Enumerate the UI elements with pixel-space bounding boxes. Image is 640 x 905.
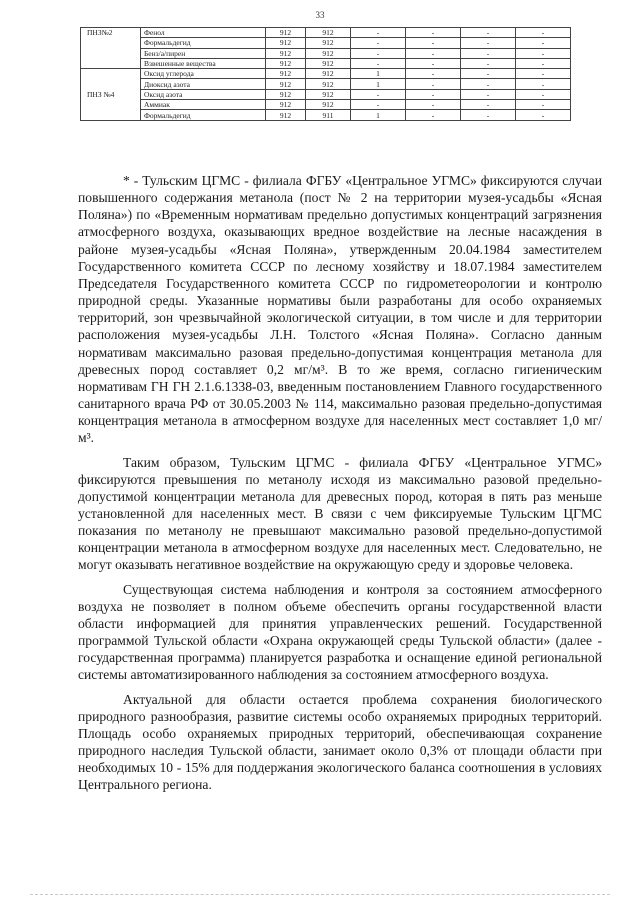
count-cell: -: [351, 28, 406, 38]
count-cell: -: [516, 48, 571, 58]
count-cell: -: [516, 38, 571, 48]
count-cell: -: [351, 89, 406, 99]
count-cell: -: [461, 58, 516, 68]
substance-cell: Формальдегид: [141, 38, 266, 48]
table-row: [81, 100, 571, 110]
count-cell: 1: [351, 69, 406, 79]
table-row: [81, 69, 571, 79]
table-row: [81, 58, 571, 68]
value-cell: 912: [266, 89, 306, 99]
table-row: [81, 38, 571, 48]
count-cell: -: [406, 100, 461, 110]
table-row: [81, 48, 571, 58]
substance-cell: Оксид азота: [141, 89, 266, 99]
table-row: [81, 89, 571, 99]
value-cell: 912: [266, 38, 306, 48]
document-body: [78, 172, 602, 800]
value-cell: 912: [266, 58, 306, 68]
count-cell: -: [406, 89, 461, 99]
value-cell: 912: [306, 58, 351, 68]
count-cell: -: [351, 48, 406, 58]
count-cell: -: [461, 38, 516, 48]
count-cell: -: [461, 48, 516, 58]
count-cell: -: [406, 48, 461, 58]
substance-cell: Аммиак: [141, 100, 266, 110]
value-cell: 912: [306, 89, 351, 99]
count-cell: -: [351, 38, 406, 48]
count-cell: -: [516, 89, 571, 99]
count-cell: -: [516, 28, 571, 38]
count-cell: -: [461, 69, 516, 79]
value-cell: 912: [306, 38, 351, 48]
count-cell: -: [406, 38, 461, 48]
count-cell: -: [461, 89, 516, 99]
value-cell: 912: [306, 48, 351, 58]
count-cell: 1: [351, 79, 406, 89]
substance-cell: Бенз/а/пирен: [141, 48, 266, 58]
substance-cell: Фенол: [141, 28, 266, 38]
monitoring-table: [80, 27, 571, 121]
station-label-pnz4: ПНЗ №4: [81, 69, 141, 120]
table-row: [81, 110, 571, 120]
value-cell: 912: [266, 28, 306, 38]
value-cell: 912: [266, 110, 306, 120]
value-cell: 912: [266, 69, 306, 79]
table-row: [81, 28, 571, 38]
count-cell: -: [516, 79, 571, 89]
page-number: 33: [315, 10, 325, 20]
count-cell: -: [406, 110, 461, 120]
count-cell: -: [461, 79, 516, 89]
count-cell: -: [516, 110, 571, 120]
substance-cell: Взвешенные вещества: [141, 58, 266, 68]
substance-cell: Формальдегид: [141, 110, 266, 120]
count-cell: -: [516, 69, 571, 79]
count-cell: -: [406, 28, 461, 38]
value-cell: 912: [306, 79, 351, 89]
table-row: [81, 79, 571, 89]
station-label-pnz2: ПНЗ№2: [81, 28, 141, 69]
count-cell: -: [461, 28, 516, 38]
substance-cell: Оксид углерода: [141, 69, 266, 79]
count-cell: -: [406, 69, 461, 79]
paragraph-methanol-norms: * - Тульским ЦГМС - филиала ФГБУ «Центральное УГМС» фиксируются случаи повышенного содержания метанола (пост № 2 на территории музея-усадьбы «Ясная Поляна») по «Временным нормативам предельно допустимых концентраций загрязнения атмосферного воздуха, оказывающих вредное воздействие на лесные насаждения в районе музея-усадьбы «Ясная Поляна», утвержденным 20.04.1984 заместителем Государственного комитета СССР по лесному хозяйству и 18.07.1984 заместителем Председателя Государственного комитета СССР по гидрометеорологии и контролю природной среды. Указанные нормативы были разработаны для особо охраняемых территорий, зон чрезвычайной экологической ситуации, в том числе и для территории расположения музея-усадьбы Л.Н. Толстого «Ясная Поляна». Согласно данным нормативам максимально разовая предельно-допустимая концентрация метанола для древесных пород составляет 0,2 мг/м³. В то же время, согласно гигиеническим нормативам ГН ГН 2.1.6.1338-03, введенным постановлением Главного государственного санитарного врача РФ от 30.05.2003 № 114, максимально разовая предельно-допустимая концентрация метанола в атмосферном воздухе для населенных мест составляет 1,0 мг/м³.: [78, 173, 602, 446]
value-cell: 912: [266, 48, 306, 58]
value-cell: 912: [306, 100, 351, 110]
value-cell: 912: [266, 100, 306, 110]
substance-cell: Диоксид азота: [141, 79, 266, 89]
value-cell: 912: [306, 28, 351, 38]
count-cell: -: [516, 100, 571, 110]
count-cell: 1: [351, 110, 406, 120]
value-cell: 911: [306, 110, 351, 120]
count-cell: -: [461, 110, 516, 120]
count-cell: -: [406, 58, 461, 68]
footer-scan-artifact: [30, 894, 610, 895]
paragraph-biodiversity: Актуальной для области остается проблема сохранения биологического природного разнообразия, развитие системы особо охраняемых природных территорий. Площадь особо охраняемых природных территорий, обеспечивающая сохранение природного наследия Тульской области, занимает около 0,3% от площади области при необходимых 10 - 15% для поддержания экологического баланса соотношения в условиях Центрального региона.: [78, 691, 602, 793]
count-cell: -: [461, 100, 516, 110]
count-cell: -: [351, 58, 406, 68]
paragraph-monitoring-system: Существующая система наблюдения и контроля за состоянием атмосферного воздуха не позволяет в полном объеме обеспечить органы государственной власти области информацией для принятия управленческих решений. Государственной программой Тульской области «Охрана окружающей среды Тульской области» (далее - государственная программа) планируется разработка и оснащение единой региональной системы автоматизированного наблюдения за состоянием атмосферного воздуха.: [78, 581, 602, 683]
value-cell: 912: [266, 79, 306, 89]
count-cell: -: [516, 58, 571, 68]
count-cell: -: [351, 100, 406, 110]
value-cell: 912: [306, 69, 351, 79]
count-cell: -: [406, 79, 461, 89]
paragraph-conclusion: Таким образом, Тульским ЦГМС - филиала ФГБУ «Центральное УГМС» фиксируются превышения по метанолу исходя из максимально разовой предельно-допустимой концентрации метанола для древесных пород, которая в пять раз меньше установленной для населенных мест. В связи с чем фиксируемые Тульским ЦГМС показания по метанолу не превышают максимально разовой предельно-допустимой концентрации метанола в атмосферном воздухе для населенных мест. Следовательно, не могут оказывать негативное воздействие на окружающую среду и здоровье человека.: [78, 454, 602, 573]
